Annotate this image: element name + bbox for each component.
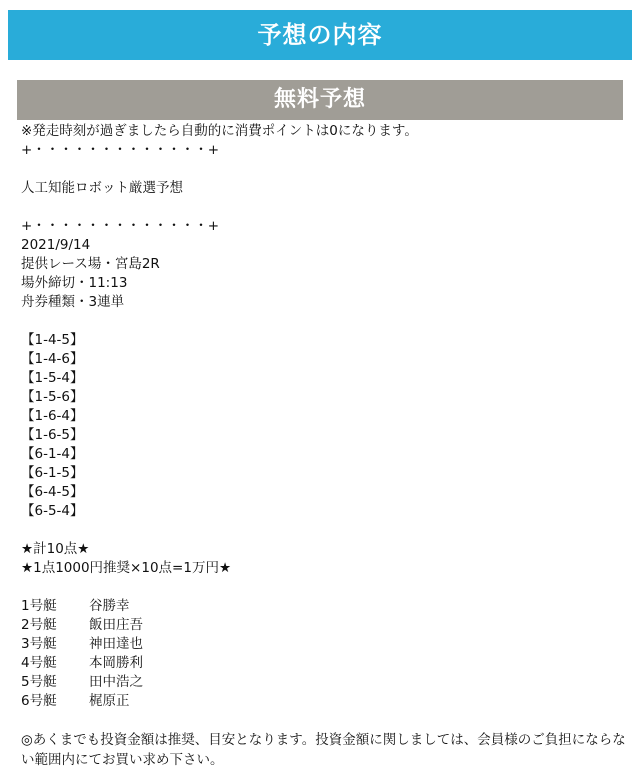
combination-item: 【1-5-6】 bbox=[21, 389, 84, 405]
combination-item: 【1-4-6】 bbox=[21, 351, 84, 367]
bet-recommendation: ★1点1000円推奨×10点=1万円★ bbox=[21, 560, 232, 576]
race-venue: 提供レース場・宮島2R bbox=[21, 256, 160, 272]
racer-name: 田中浩之 bbox=[89, 674, 143, 690]
boat-row bbox=[21, 597, 626, 616]
ticket-type: 舟券種類・3連単 bbox=[21, 294, 125, 310]
divider-bottom: +・・・・・・・・・・・・・+ bbox=[21, 218, 220, 234]
page-title: 予想の内容 bbox=[8, 10, 632, 60]
prediction-content bbox=[21, 122, 626, 770]
blank-line bbox=[21, 198, 626, 217]
boat-row bbox=[21, 673, 626, 692]
boat-number: 2号艇 bbox=[21, 617, 57, 633]
combination-item: 【1-6-5】 bbox=[21, 427, 84, 443]
boat-number: 1号艇 bbox=[21, 598, 57, 614]
blank-line bbox=[21, 711, 626, 730]
boat-number: 3号艇 bbox=[21, 636, 57, 652]
blank-line bbox=[21, 521, 626, 540]
racer-name: 本岡勝利 bbox=[89, 655, 143, 671]
combination-item: 【6-1-4】 bbox=[21, 446, 84, 462]
boat-row bbox=[21, 692, 626, 711]
racer-name: 谷勝幸 bbox=[89, 598, 130, 614]
blank-line bbox=[21, 160, 626, 179]
blank-line bbox=[21, 312, 626, 331]
racer-name: 神田達也 bbox=[89, 636, 143, 652]
boat-number: 5号艇 bbox=[21, 674, 57, 690]
combination-item: 【1-6-4】 bbox=[21, 408, 84, 424]
combination-item: 【1-5-4】 bbox=[21, 370, 84, 386]
blank-line bbox=[21, 578, 626, 597]
racer-name: 飯田庄吾 bbox=[89, 617, 143, 633]
boat-row bbox=[21, 616, 626, 635]
boat-number: 6号艇 bbox=[21, 693, 57, 709]
racer-name: 梶原正 bbox=[89, 693, 130, 709]
combination-item: 【1-4-5】 bbox=[21, 332, 84, 348]
total-points: ★計10点★ bbox=[21, 541, 90, 557]
combination-item: 【6-4-5】 bbox=[21, 484, 84, 500]
combination-item: 【6-5-4】 bbox=[21, 503, 84, 519]
plan-name: 人工知能ロボット厳選予想 bbox=[21, 180, 183, 196]
notice-text: ※発走時刻が過ぎましたら自動的に消費ポイントは0になります。 bbox=[21, 123, 418, 139]
divider-top: +・・・・・・・・・・・・・+ bbox=[21, 142, 220, 158]
race-date: 2021/9/14 bbox=[21, 237, 91, 253]
boat-list bbox=[21, 597, 626, 711]
race-deadline: 場外締切・11:13 bbox=[21, 275, 128, 291]
investment-note: ◎あくまでも投資金額は推奨、目安となります。投資金額に関しましては、会員様のご負担にならない範囲内にてお買い求め下さい。 bbox=[21, 732, 626, 768]
section-title: 無料予想 bbox=[17, 80, 623, 120]
combination-item: 【6-1-5】 bbox=[21, 465, 84, 481]
combination-list bbox=[21, 331, 626, 521]
boat-row bbox=[21, 654, 626, 673]
boat-row bbox=[21, 635, 626, 654]
boat-number: 4号艇 bbox=[21, 655, 57, 671]
